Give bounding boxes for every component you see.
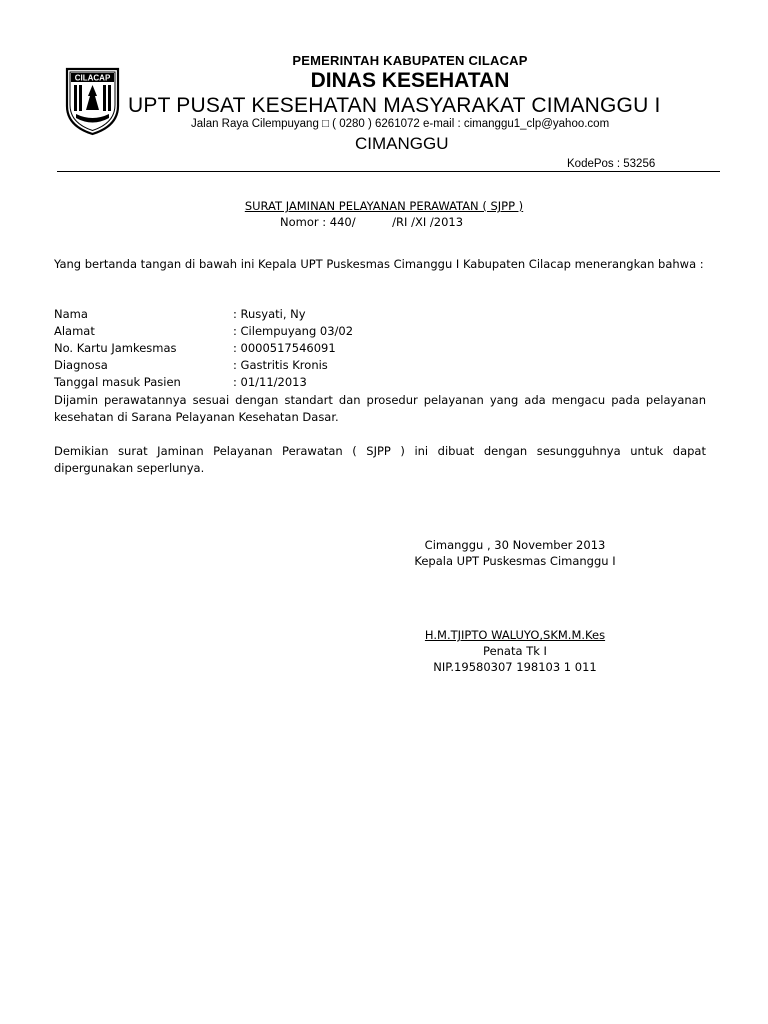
header-department: DINAS KESEHATAN — [310, 69, 510, 92]
field-value: : 01/11/2013 — [233, 375, 307, 389]
signatory-name: H.M.TJIPTO WALUYO,SKM.M.Kes — [424, 628, 606, 642]
field-label: Alamat — [54, 324, 95, 338]
signatory-rank: Penata Tk I — [483, 644, 547, 658]
letter-number: Nomor : 440/ /RI /XI /2013 — [280, 215, 464, 229]
intro-paragraph: Yang bertanda tangan di bawah ini Kepala UPT Puskesmas Cimanggu I Kabupaten Cilacap menerangkan bahwa : — [54, 257, 704, 271]
closing-paragraph: Demikian surat Jaminan Pelayanan Perawatan ( SJPP ) ini dibuat dengan sesungguhnya untuk dapat dipergunakan seperlunya. — [54, 444, 706, 475]
field-value: : Rusyati, Ny — [233, 307, 306, 321]
field-label: No. Kartu Jamkesmas — [54, 341, 177, 355]
header-postal-code: KodePos : 53256 — [567, 158, 656, 170]
header-address: Jalan Raya Cilempuyang □ ( 0280 ) 6261072 e-mail : cimanggu1_clp@yahoo.com — [191, 118, 610, 130]
signature-position: Kepala UPT Puskesmas Cimanggu I — [414, 554, 616, 568]
logo-text: CILACAP — [74, 73, 111, 83]
signatory-nip: NIP.19580307 198103 1 011 — [433, 660, 597, 674]
letter-title: SURAT JAMINAN PELAYANAN PERAWATAN ( SJPP ) — [244, 199, 524, 213]
field-value: : 0000517546091 — [233, 341, 336, 355]
header-divider — [57, 171, 720, 172]
field-label: Tanggal masuk Pasien — [54, 375, 181, 389]
guarantee-paragraph: Dijamin perawatannya sesuai dengan standart dan prosedur pelayanan yang ada mengacu pada pelayanan kesehatan di Sarana Pelayanan Kesehatan Dasar. — [54, 393, 706, 424]
header-city: CIMANGGU — [355, 134, 449, 153]
signature-place-date: Cimanggu , 30 November 2013 — [424, 538, 606, 552]
field-label: Nama — [54, 307, 88, 321]
header-government: PEMERINTAH KABUPATEN CILACAP — [292, 53, 528, 68]
header-institution: UPT PUSAT KESEHATAN MASYARAKAT CIMANGGU I — [128, 94, 661, 117]
field-value: : Gastritis Kronis — [233, 358, 328, 372]
field-value: : Cilempuyang 03/02 — [233, 324, 354, 338]
field-label: Diagnosa — [54, 358, 108, 372]
